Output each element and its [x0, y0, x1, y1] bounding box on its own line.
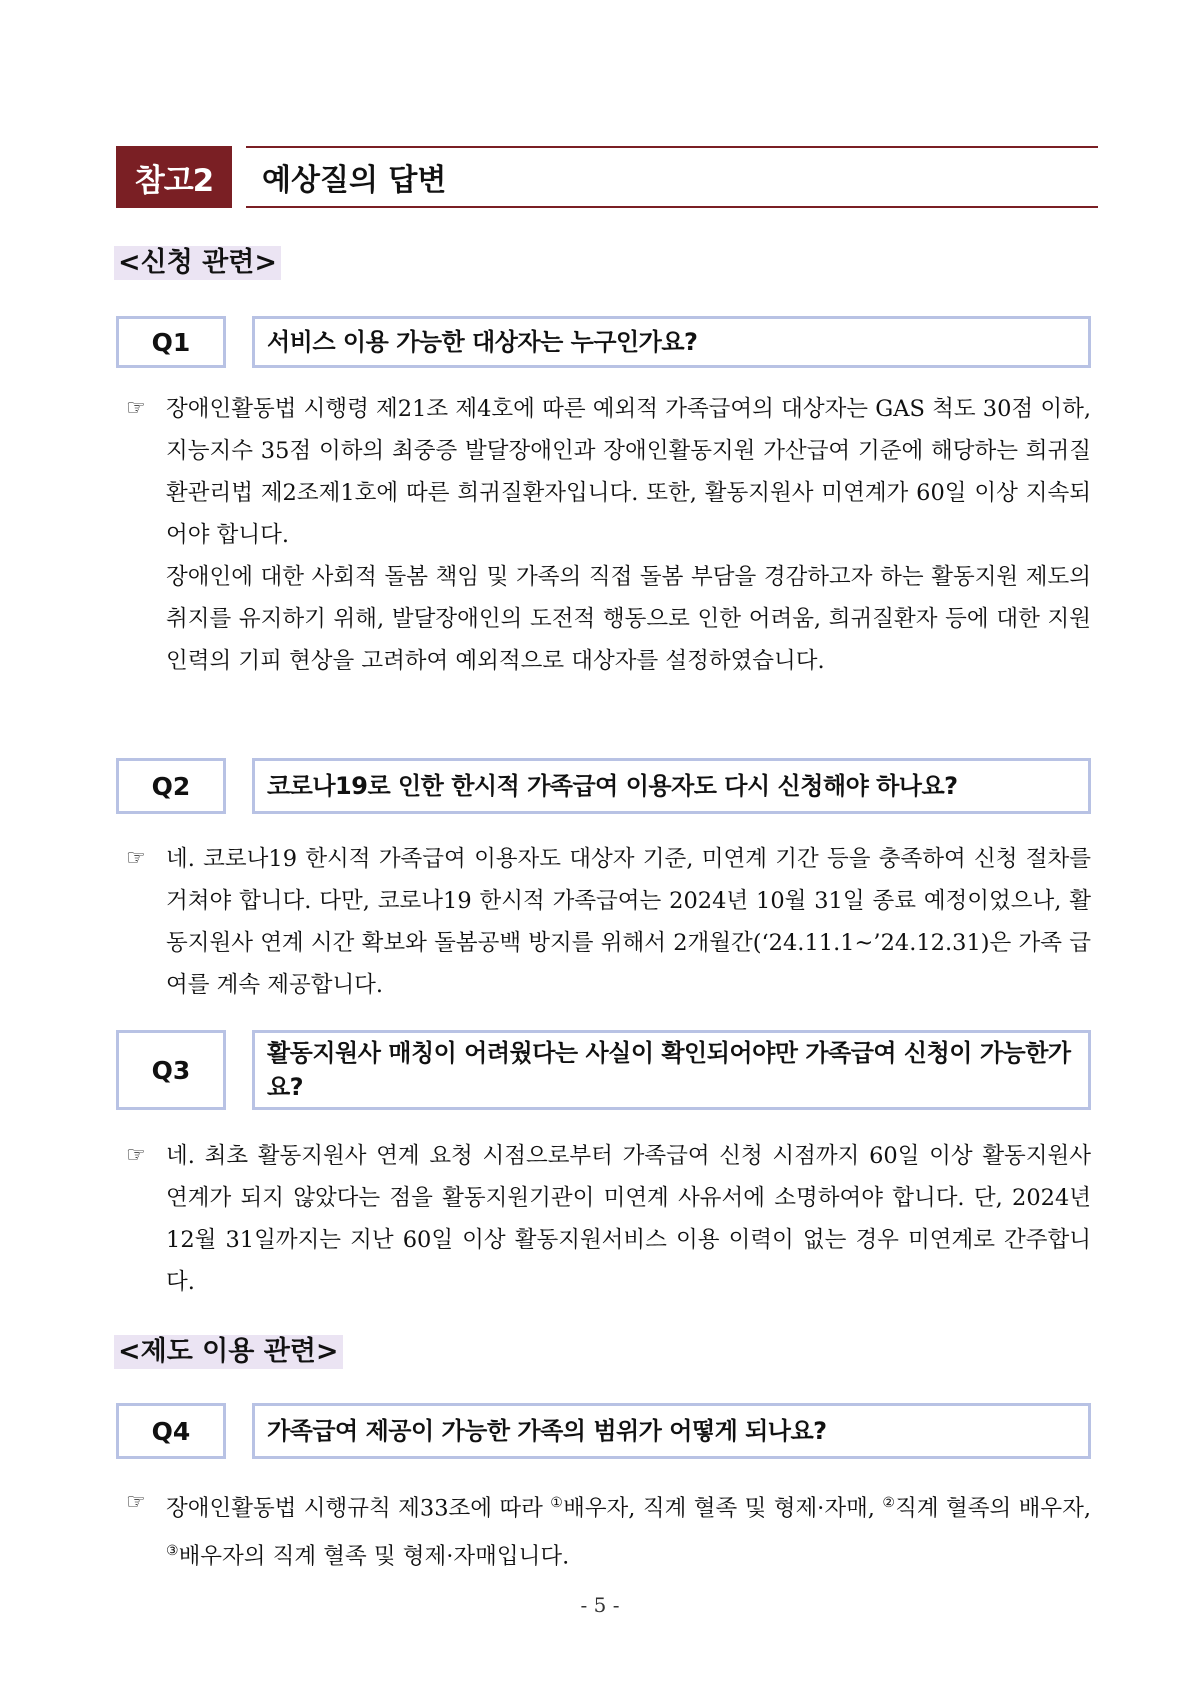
section-title-application: <신청 관련> — [114, 246, 281, 280]
circled-two-marker: ② — [882, 1495, 896, 1511]
pointing-hand-icon: ☞ — [126, 1143, 146, 1168]
q2-label: Q2 — [116, 758, 226, 814]
q1-question: 서비스 이용 가능한 대상자는 누구인가요? — [252, 316, 1091, 368]
page-number: - 5 - — [580, 1593, 620, 1617]
q4-label: Q4 — [116, 1403, 226, 1459]
q4-answer — [126, 1482, 1091, 1577]
q4-answer-item-1: 배우자, 직계 혈족 및 형제·자매, — [563, 1495, 883, 1522]
pointing-hand-icon: ☞ — [126, 846, 146, 871]
q3-question: 활동지원사 매칭이 어려웠다는 사실이 확인되어야만 가족급여 신청이 가능한가요? — [252, 1030, 1091, 1110]
reference-badge: 참고2 — [116, 146, 232, 208]
q4-question: 가족급여 제공이 가능한 가족의 범위가 어떻게 되나요? — [252, 1403, 1091, 1459]
q4-answer-para — [166, 1482, 1091, 1577]
q4-answer-lead: 장애인활동법 시행규칙 제33조에 따라 — [166, 1495, 551, 1522]
title-bottom-rule — [246, 206, 1098, 208]
q1-answer-para-2: 장애인에 대한 사회적 돌봄 책임 및 가족의 직접 돌봄 부담을 경감하고자 하는 활동지원 제도의 취지를 유지하기 위해, 발달장애인의 도전적 행동으로 인한 어려움, 희귀질환자 등에 대한 지원인력의 기피 현상을 고려하여 예외적으로 대상자를 설정하였습니다. — [166, 564, 1091, 674]
q3-answer-para: 네. 최초 활동지원사 연계 요청 시점으로부터 가족급여 신청 시점까지 60일 이상 활동지원사 연계가 되지 않았다는 점을 활동지원기관이 미연계 사유서에 소명하여야 합니다. 단, 2024년 12월 31일까지는 지난 60일 이상 활동지원서비스 이용 이력이 없는 경우 미연계로 간주합니다. — [166, 1143, 1091, 1295]
q1-answer-para-1: 장애인활동법 시행령 제21조 제4호에 따른 예외적 가족급여의 대상자는 GAS 척도 30점 이하, 지능지수 35점 이하의 최중증 발달장애인과 장애인활동지원 가산급여 기준에 해당하는 희귀질환관리법 제2조제1호에 따른 희귀질환자입니다. 또한, 활동지원사 미연계가 60일 이상 지속되어야 합니다. — [166, 396, 1091, 548]
q2-question: 코로나19로 인한 한시적 가족급여 이용자도 다시 신청해야 하나요? — [252, 758, 1091, 814]
q1-answer — [126, 388, 1091, 682]
q4-answer-item-3: 배우자의 직계 혈족 및 형제·자매입니다. — [178, 1543, 570, 1569]
q2-answer-para: 네. 코로나19 한시적 가족급여 이용자도 대상자 기준, 미연계 기간 등을 충족하여 신청 절차를 거쳐야 합니다. 다만, 코로나19 한시적 가족급여는 2024년 10월 31일 종료 예정이었으나, 활동지원사 연계 시간 확보와 돌봄공백 방지를 위해서 2개월간(‘24.11.1~’24.12.31)은 가족 급여를 계속 제공합니다. — [166, 846, 1091, 998]
circled-one-marker: ① — [550, 1495, 564, 1511]
title-box — [246, 146, 1098, 208]
pointing-hand-icon: ☞ — [126, 396, 146, 421]
page-header — [116, 146, 1098, 208]
q3-label: Q3 — [116, 1030, 226, 1110]
q3-answer — [126, 1135, 1091, 1303]
q2-answer — [126, 838, 1091, 1006]
circled-three-marker: ③ — [166, 1542, 179, 1559]
section-title-usage: <제도 이용 관련> — [114, 1335, 343, 1369]
page-title: 예상질의 답변 — [262, 163, 447, 198]
q1-label: Q1 — [116, 316, 226, 368]
q4-answer-item-2: 직계 혈족의 배우자, — [895, 1495, 1092, 1522]
pointing-hand-icon: ☞ — [126, 1490, 146, 1515]
